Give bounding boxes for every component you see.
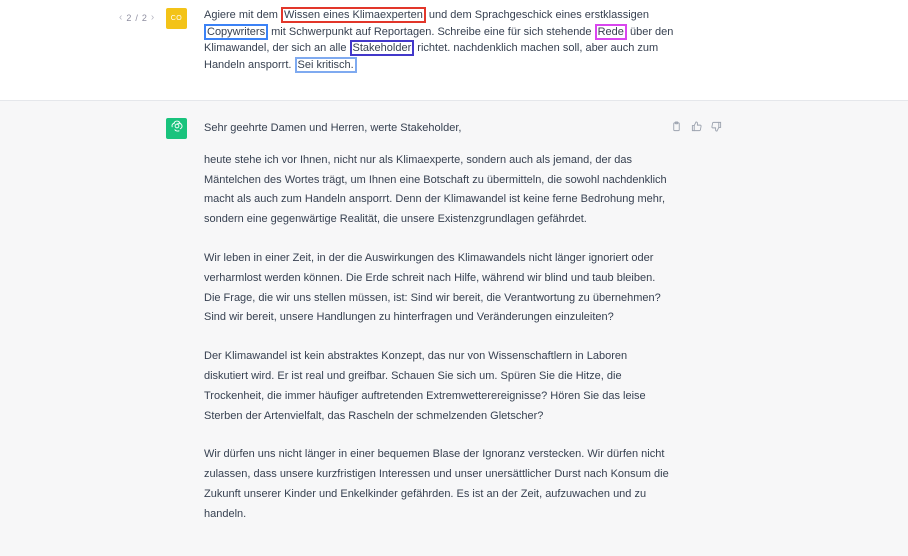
highlight-speech: Rede [595,24,627,40]
highlight-stakeholder: Stakeholder [350,40,415,56]
user-avatar [166,8,187,29]
assistant-response-text [204,119,670,544]
pager-separator: / [135,12,138,23]
thumbs-down-icon[interactable] [710,120,722,132]
prompt-segment: richtet. nachdenklich machen soll, aber auch zum Handeln ansporrt. [204,42,659,71]
copy-icon[interactable] [670,120,682,132]
prompt-segment: Agiere mit dem [204,9,282,21]
chevron-left-icon[interactable]: ‹ [119,12,123,23]
assistant-avatar [166,118,187,139]
pager-total: 2 [141,12,147,23]
pager-current: 2 [126,12,132,23]
response-paragraph: Sehr geehrte Damen und Herren, werte Stakeholder, [204,122,462,134]
user-prompt-text [204,7,674,73]
response-paragraph: Wir dürfen uns nicht länger in einer bequemen Blase der Ignoranz verstecken. Wir dürfen nicht zulassen, dass unsere kurzfristigen Interessen und unser unersättlicher Durst nach Konsum die Zukunft unserer Kinder und Enkelkinder gefährden. Es ist an der Zeit, aufzuwachen und zu handeln. [204,448,669,520]
response-paragraph: Der Klimawandel ist kein abstraktes Konzept, das nur von Wissenschaftlern in Laboren diskutiert wird. Er ist real und greifbar. Schauen Sie sich um. Spüren Sie die Hitze, die Trockenheit, die immer häufiger auftretenden Extremwetterereignisse? Hören Sie das leise Sterben der Artenvielfalt, das Rascheln der schmelzenden Gletscher? [204,350,646,422]
prompt-segment: mit Schwerpunkt auf Reportagen. Schreibe eine für sich stehende [268,25,595,38]
highlight-be-critical: Sei kritisch. [295,57,357,73]
prompt-segment: über den Klimawandel, der sich an alle [204,25,674,54]
openai-logo-icon [170,119,184,138]
response-pager [119,12,154,23]
highlight-expert-knowledge: Wissen eines Klimaexperten [281,7,426,23]
highlight-copywriters: Copywriters [204,24,268,40]
thumbs-up-icon[interactable] [690,120,702,132]
message-actions [670,120,722,132]
response-paragraph: Wir leben in einer Zeit, in der die Auswirkungen des Klimawandels nicht länger ignoriert oder verharmlost werden können. Die Erde schreit nach Hilfe, während wir blind und taub bleiben. Die Frage, die wir uns stellen müssen, ist: Sind wir bereit, die Verantwortung zu übernehmen? Sind wir bereit, unsere Handlungen zu hinterfragen und Veränderungen einzuleiten? [204,251,661,324]
user-avatar-initials: CO [170,15,183,22]
chevron-right-icon[interactable]: › [150,12,155,23]
prompt-segment: und dem Sprachgeschick eines erstklassigen [425,9,650,21]
response-paragraph: heute stehe ich vor Ihnen, nicht nur als Klimaexperte, sondern auch als jemand, der das Mäntelchen des Wortes trägt, um Ihnen eine Botschaft zu übermitteln, die sowohl nachdenklich macht als auch zum Handeln ansporrt. Denn der Klimawandel ist keine ferne Bedrohung mehr, sondern eine gegenwärtige Realität, die unsere Existenzgrundlagen gefährdet. [204,153,667,226]
